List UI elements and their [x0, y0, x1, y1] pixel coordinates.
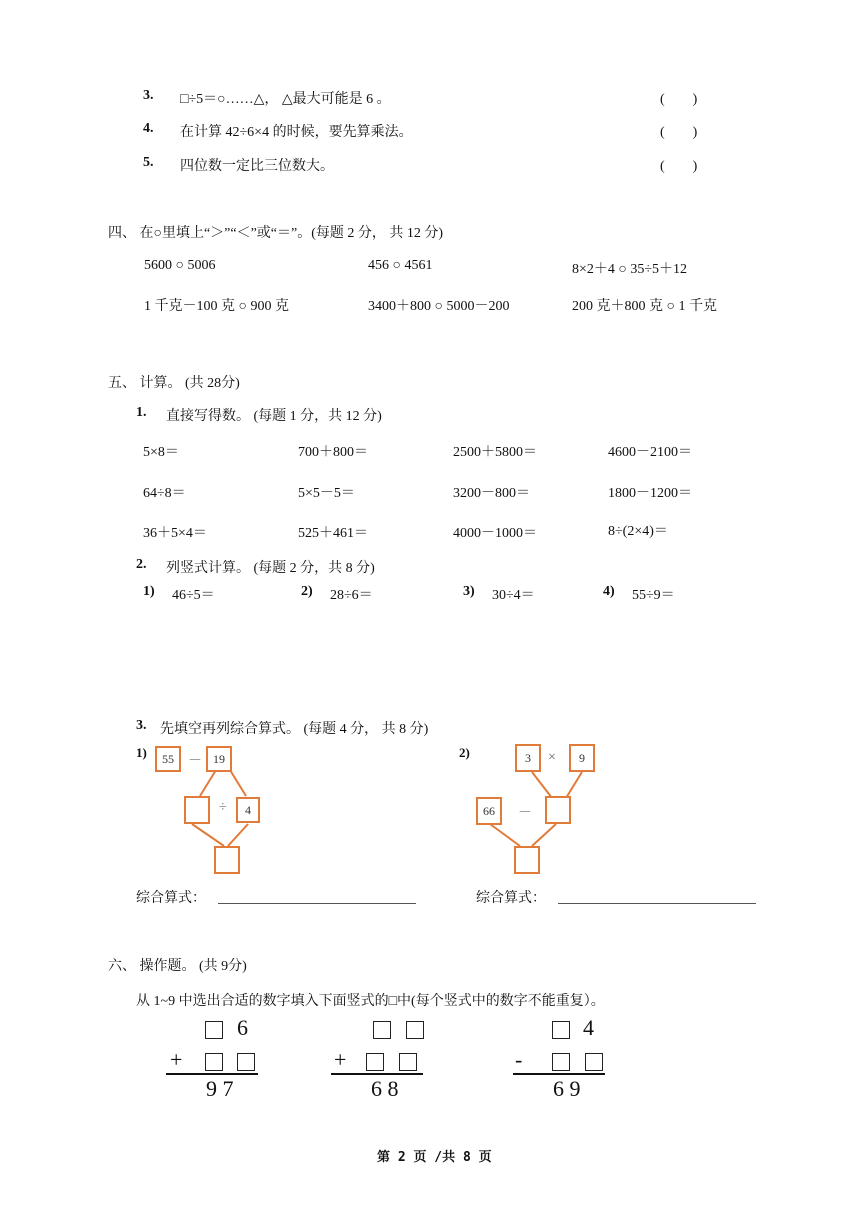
section6-instruction: 从 1~9 中选出合适的数字填入下面竖式的□中(每个竖式中的数字不能重复）。 [136, 994, 605, 1009]
operator: + [334, 1047, 347, 1072]
vertical-expr: 30÷4＝ [492, 588, 535, 603]
digit-box[interactable] [585, 1053, 603, 1071]
result: 9 7 [206, 1076, 234, 1101]
operator: + [170, 1047, 183, 1072]
operator: － [188, 754, 202, 769]
operator: - [515, 1047, 523, 1072]
tree-num: 2) [459, 745, 470, 760]
digit-box[interactable] [366, 1053, 384, 1071]
tree-number-box: 4 [236, 797, 260, 823]
answer-paren[interactable]: ( ) [660, 125, 698, 140]
digit-box[interactable] [373, 1021, 391, 1039]
tree-num: 1) [136, 745, 147, 760]
answer-paren[interactable]: ( ) [660, 159, 698, 174]
result: 6 9 [553, 1076, 581, 1101]
oral-item: 5×5－5＝ [298, 486, 355, 501]
operator: － [518, 806, 532, 821]
oral-item: 5×8＝ [143, 445, 179, 460]
operator: × [548, 750, 556, 765]
judge-num: 3. [143, 88, 154, 103]
q2-num: 2. [136, 557, 147, 572]
vertical-num: 4) [603, 584, 615, 599]
digit-box[interactable] [237, 1053, 255, 1071]
section4-title: 四、 在○里填上“＞”“＜”或“＝”。(每题 2 分， 共 12 分) [108, 226, 444, 241]
tree-number-box: 19 [206, 746, 232, 772]
vertical-expr: 55÷9＝ [632, 588, 675, 603]
oral-item: 64÷8＝ [143, 486, 186, 501]
digit-box[interactable] [552, 1021, 570, 1039]
compare-item: 200 克＋800 克 ○ 1 千克 [572, 299, 717, 314]
answer-paren[interactable]: ( ) [660, 92, 698, 107]
tree-number-box: 9 [569, 744, 595, 772]
digit: 4 [583, 1015, 594, 1040]
q3-text: 先填空再列综合算式。 (每题 4 分， 共 8 分) [160, 722, 429, 737]
formula-answer-line[interactable] [218, 903, 416, 904]
judge-text: 在计算 42÷6×4 的时候，要先算乘法。 [180, 125, 413, 140]
compare-item: 5600 ○ 5006 [144, 258, 216, 273]
vertical-expr: 46÷5＝ [172, 588, 215, 603]
oral-item: 8÷(2×4)＝ [608, 524, 668, 539]
q3-num: 3. [136, 718, 147, 733]
q1-num: 1. [136, 405, 147, 420]
judge-num: 5. [143, 155, 154, 170]
oral-item: 36＋5×4＝ [143, 526, 207, 541]
compare-item: 3400＋800 ○ 5000－200 [368, 299, 510, 314]
digit-box[interactable] [399, 1053, 417, 1071]
digit-box[interactable] [205, 1053, 223, 1071]
digit: 6 [237, 1015, 248, 1040]
oral-item: 525＋461＝ [298, 526, 368, 541]
q1-text: 直接写得数。 (每题 1 分，共 12 分) [166, 409, 382, 424]
tree-result-box[interactable] [514, 846, 540, 874]
q2-text: 列竖式计算。 (每题 2 分，共 8 分) [166, 561, 375, 576]
operator: ÷ [219, 800, 227, 815]
oral-item: 1800－1200＝ [608, 486, 692, 501]
oral-item: 4600－2100＝ [608, 445, 692, 460]
section6-title: 六、 操作题。 (共 9分) [108, 959, 247, 974]
vertical-num: 3) [463, 584, 475, 599]
tree-number-box: 3 [515, 744, 541, 772]
judge-num: 4. [143, 121, 154, 136]
formula-answer-line[interactable] [558, 903, 756, 904]
tree-number-box: 66 [476, 797, 502, 825]
oral-item: 2500＋5800＝ [453, 445, 537, 460]
tree-result-box[interactable] [214, 846, 240, 874]
difference-line [513, 1073, 605, 1075]
sum-line [331, 1073, 423, 1075]
vertical-num: 1) [143, 584, 155, 599]
section5-title: 五、 计算。 (共 28分) [108, 376, 240, 391]
tree-empty-box[interactable] [184, 796, 210, 824]
digit-box[interactable] [406, 1021, 424, 1039]
formula-label: 综合算式： [476, 891, 546, 906]
digit-box[interactable] [205, 1021, 223, 1039]
oral-item: 700＋800＝ [298, 445, 368, 460]
digit-box[interactable] [552, 1053, 570, 1071]
oral-item: 4000－1000＝ [453, 526, 537, 541]
judge-text: □÷5＝○……△， △最大可能是 6 。 [180, 92, 391, 107]
judge-text: 四位数一定比三位数大。 [180, 159, 334, 174]
tree-empty-box[interactable] [545, 796, 571, 824]
compare-item: 1 千克－100 克 ○ 900 克 [144, 299, 289, 314]
sum-line [166, 1073, 258, 1075]
formula-label: 综合算式： [136, 891, 206, 906]
tree-number-box: 55 [155, 746, 181, 772]
result: 6 8 [371, 1076, 399, 1101]
vertical-num: 2) [301, 584, 313, 599]
compare-item: 8×2＋4 ○ 35÷5＋12 [572, 262, 688, 277]
oral-item: 3200－800＝ [453, 486, 530, 501]
compare-item: 456 ○ 4561 [368, 258, 433, 273]
vertical-expr: 28÷6＝ [330, 588, 373, 603]
page-footer: 第 2 页 /共 8 页 [377, 1150, 492, 1165]
